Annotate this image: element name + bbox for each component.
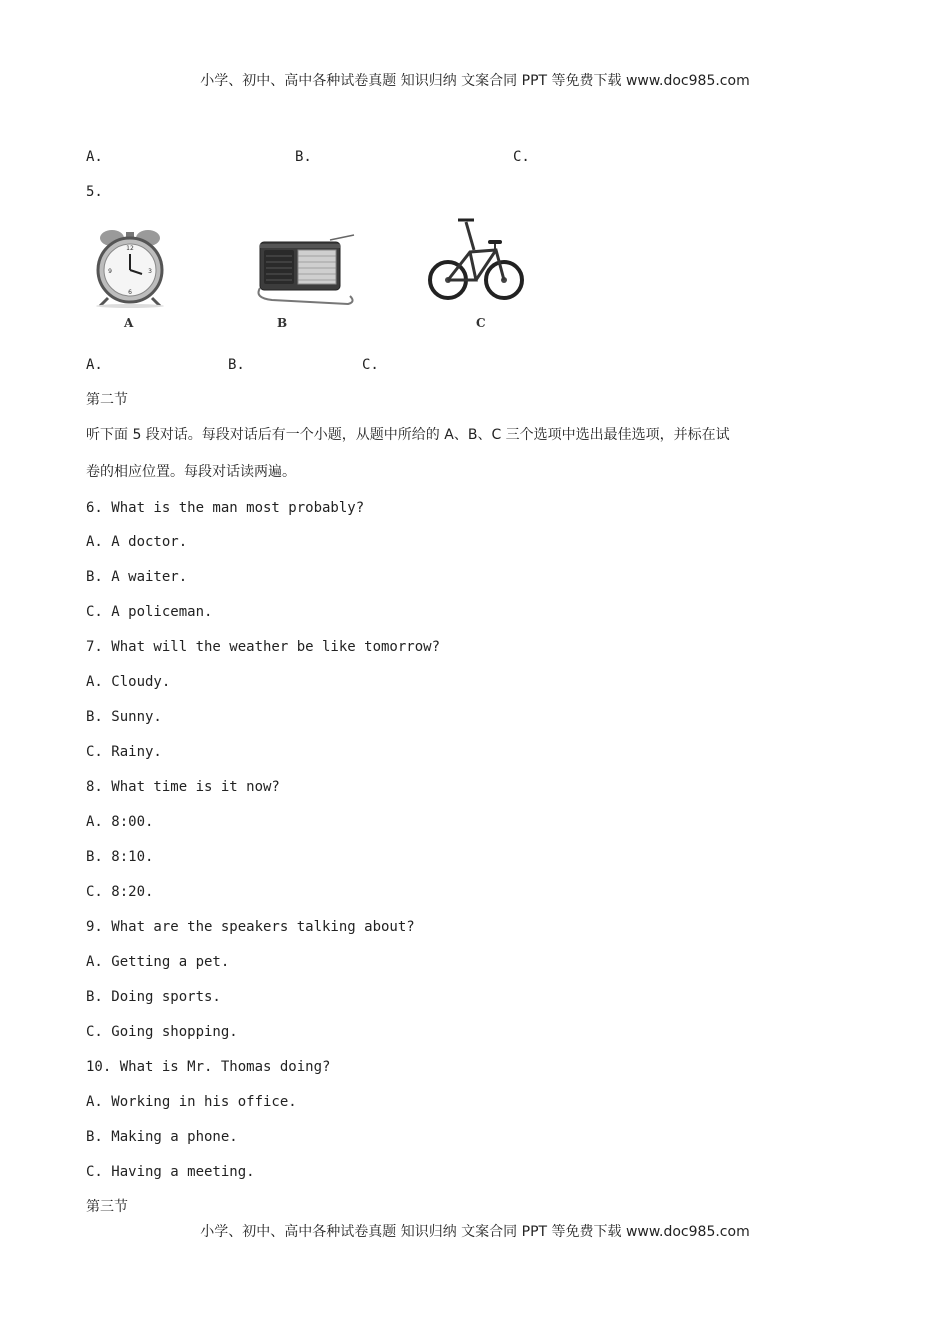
section2-title: 第二节 [86,392,128,408]
question-option: B. Doing sports. [86,989,221,1005]
svg-text:6: 6 [128,289,132,296]
page-header: 小学、初中、高中各种试卷真题 知识归纳 文案合同 PPT 等免费下载 www.doc985.com [200,73,750,89]
question-option: B. 8:10. [86,849,154,865]
section3-title: 第三节 [86,1199,128,1215]
question-option: C. Rainy. [86,744,162,760]
question-option: A. Working in his office. [86,1094,297,1110]
q4-option-c: C. [513,149,530,165]
q5-option-b: B. [228,357,245,373]
question-option: C. Having a meeting. [86,1164,255,1180]
question-text: 9. What are the speakers talking about? [86,919,415,935]
question-option: A. Cloudy. [86,674,171,690]
question-option: A. 8:00. [86,814,154,830]
question-option: A. A doctor. [86,534,188,550]
q5-image-label-b: B [277,316,288,330]
question-option: B. A waiter. [86,569,188,585]
question-option: B. Making a phone. [86,1129,238,1145]
svg-text:12: 12 [126,245,134,252]
q5-option-c: C. [362,357,379,373]
q5-image-label-c: C [476,316,486,330]
question-option: C. 8:20. [86,884,154,900]
question-text: 10. What is Mr. Thomas doing? [86,1059,331,1075]
q5-image-label-a: A [124,316,134,330]
question-option: C. A policeman. [86,604,213,620]
q5-number: 5. [86,184,103,200]
page-footer: 小学、初中、高中各种试卷真题 知识归纳 文案合同 PPT 等免费下载 www.doc985.com [200,1224,750,1240]
radio-image [252,232,356,308]
question-option: C. Going shopping. [86,1024,238,1040]
question-option: A. Getting a pet. [86,954,230,970]
section2-instruction-line2: 卷的相应位置。每段对话读两遍。 [86,464,296,480]
question-text: 8. What time is it now? [86,779,280,795]
question-text: 6. What is the man most probably? [86,500,365,516]
svg-text:3: 3 [148,268,152,275]
q5-option-a: A. [86,357,103,373]
bicycle-image [426,214,526,304]
svg-text:9: 9 [108,268,112,275]
q4-option-b: B. [295,149,312,165]
question-option: B. Sunny. [86,709,162,725]
alarm-clock-image [90,226,170,308]
question-text: 7. What will the weather be like tomorrow? [86,639,441,655]
section2-instruction-line1: 听下面 5 段对话。每段对话后有一个小题，从题中所给的 A、B、C 三个选项中选出最佳选项，并标在试 [86,427,730,443]
q4-option-a: A. [86,149,103,165]
